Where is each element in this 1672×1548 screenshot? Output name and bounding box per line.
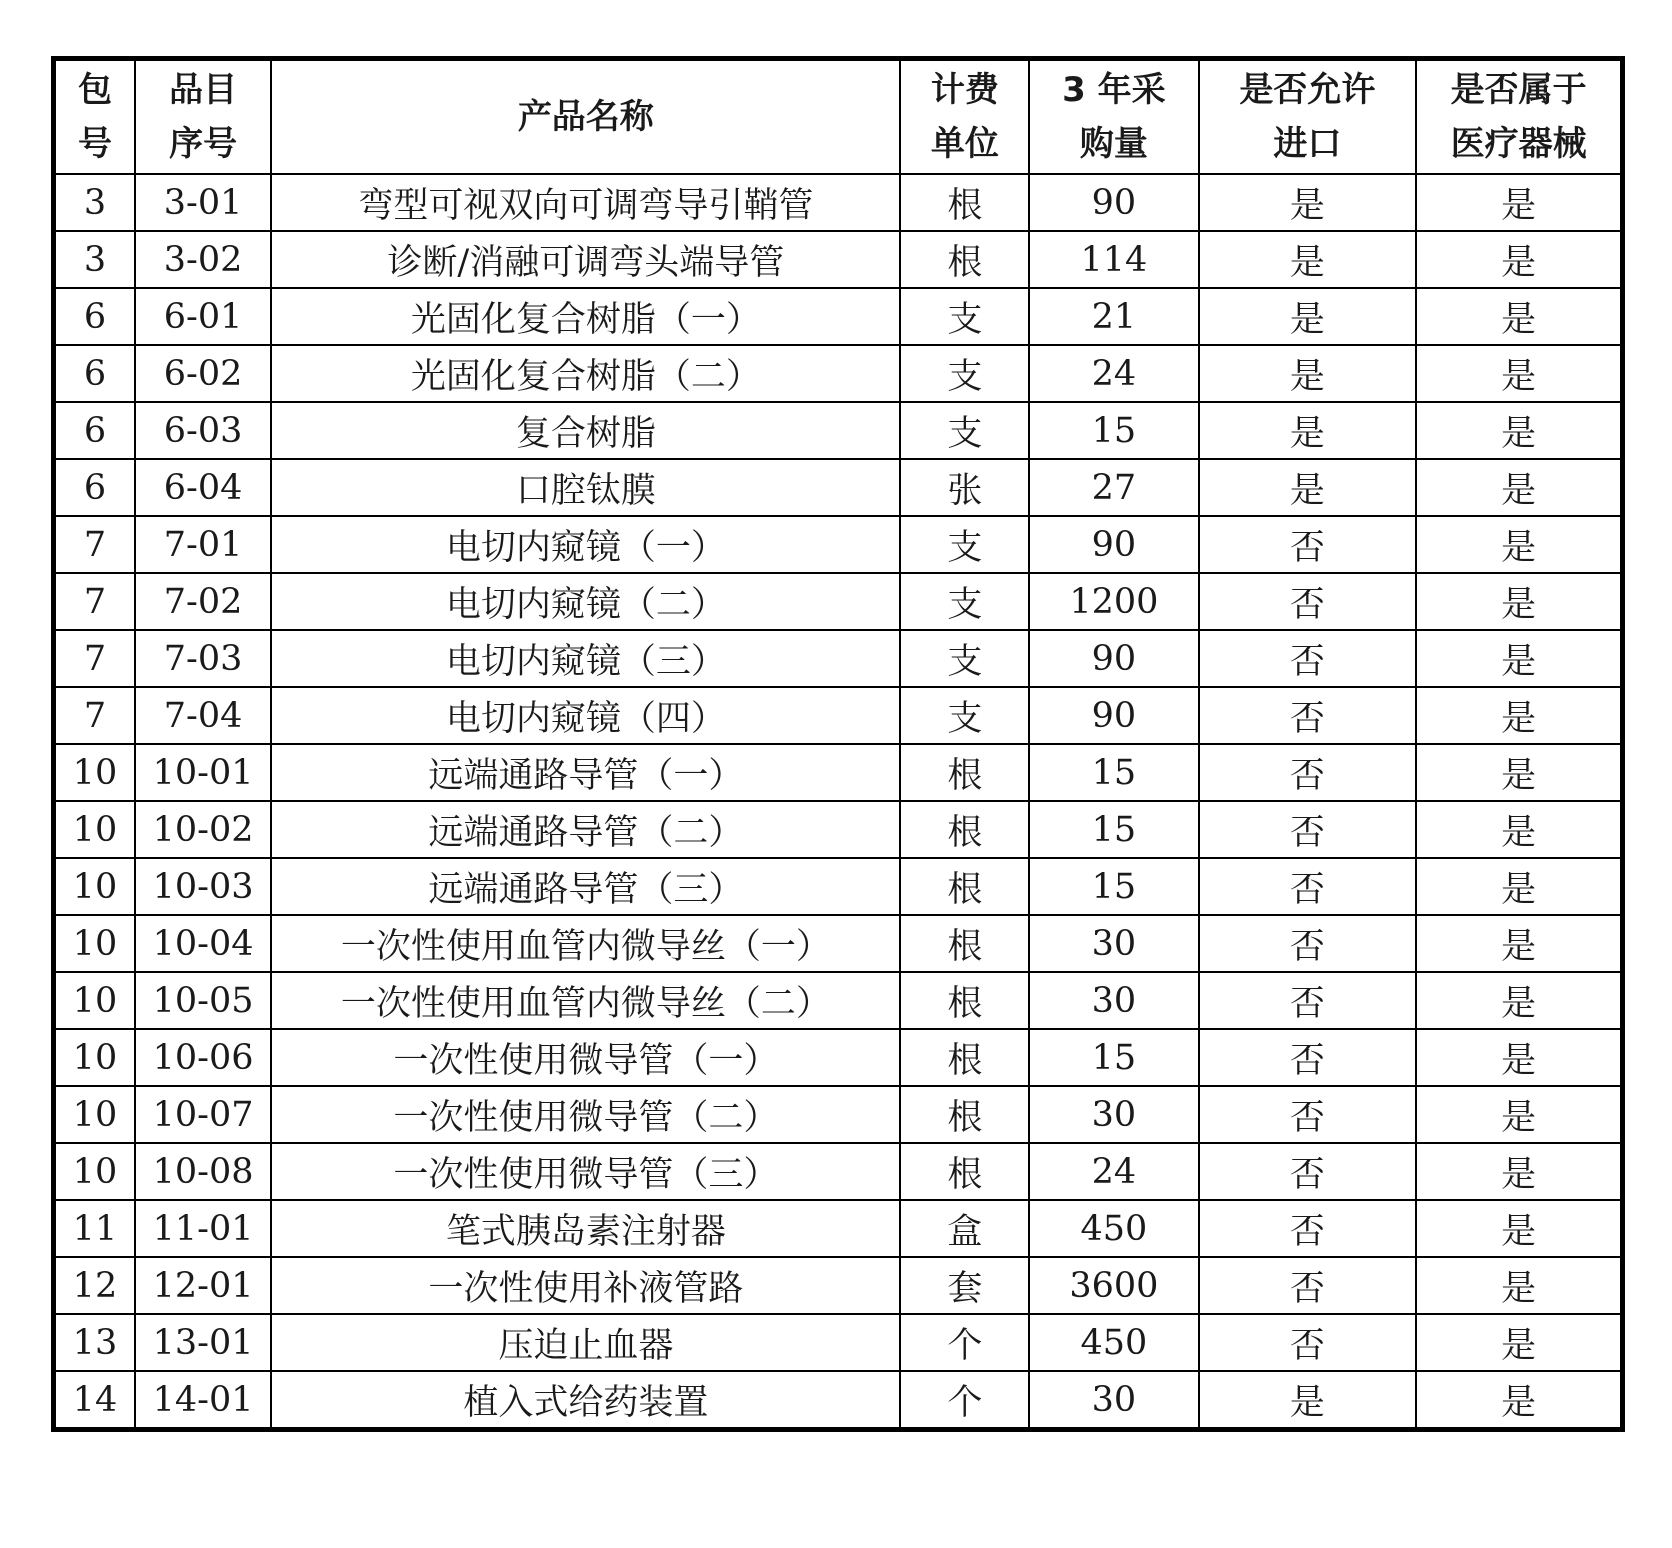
col-quantity-cell: 30 [1029, 1086, 1198, 1143]
col-package-no-cell: 10 [54, 1029, 135, 1086]
col-package-no-cell: 7 [54, 573, 135, 630]
col-unit-cell: 个 [900, 1371, 1029, 1430]
table-row [54, 1086, 1623, 1143]
col-quantity-cell: 450 [1029, 1314, 1198, 1371]
col-medical-device-cell: 是 [1416, 573, 1622, 630]
col-unit-cell: 支 [900, 516, 1029, 573]
col-product-name-cell: 一次性使用血管内微导丝（一） [271, 915, 900, 972]
table-header [54, 59, 1623, 175]
col-product-name-cell: 电切内窥镜（三） [271, 630, 900, 687]
col-medical-device-cell: 是 [1416, 288, 1622, 345]
col-product-name-cell: 一次性使用血管内微导丝（二） [271, 972, 900, 1029]
table-row [54, 1371, 1623, 1430]
col-item-no-cell: 7-02 [135, 573, 271, 630]
col-package-no-cell: 10 [54, 858, 135, 915]
header-line: 包 [77, 70, 112, 110]
col-package-no-cell: 14 [54, 1371, 135, 1430]
col-product-name-cell: 笔式胰岛素注射器 [271, 1200, 900, 1257]
col-medical-device-cell: 是 [1416, 801, 1622, 858]
col-product-name-cell: 压迫止血器 [271, 1314, 900, 1371]
table-row [54, 1029, 1623, 1086]
table-row [54, 915, 1623, 972]
col-import-allowed-cell: 否 [1199, 1143, 1417, 1200]
col-import-allowed-cell: 否 [1199, 801, 1417, 858]
col-quantity-cell: 3600 [1029, 1257, 1198, 1314]
col-item-no-cell: 7-04 [135, 687, 271, 744]
table-row [54, 630, 1623, 687]
table-row [54, 573, 1623, 630]
col-package-no-cell: 6 [54, 288, 135, 345]
col-import-allowed-cell: 否 [1199, 858, 1417, 915]
col-import-allowed-cell: 是 [1199, 174, 1417, 231]
col-quantity-cell: 450 [1029, 1200, 1198, 1257]
col-quantity-cell: 114 [1029, 231, 1198, 288]
col-item-no-cell: 10-07 [135, 1086, 271, 1143]
col-import-allowed-cell: 否 [1199, 1200, 1417, 1257]
col-item-no-cell: 7-01 [135, 516, 271, 573]
col-quantity-cell: 1200 [1029, 573, 1198, 630]
col-unit-cell: 个 [900, 1314, 1029, 1371]
col-item-no-cell: 10-02 [135, 801, 271, 858]
col-unit-cell: 根 [900, 1086, 1029, 1143]
header-line: 计费 [930, 70, 999, 110]
col-unit-cell: 根 [900, 174, 1029, 231]
col-unit-cell: 根 [900, 231, 1029, 288]
col-unit-cell: 根 [900, 1143, 1029, 1200]
col-quantity-cell: 24 [1029, 345, 1198, 402]
col-item-no-cell: 11-01 [135, 1200, 271, 1257]
table-row [54, 1200, 1623, 1257]
table-row [54, 459, 1623, 516]
col-quantity-cell: 15 [1029, 801, 1198, 858]
col-import-allowed-cell: 是 [1199, 288, 1417, 345]
header-line: 购量 [1079, 124, 1148, 164]
col-medical-device-cell: 是 [1416, 972, 1622, 1029]
col-product-name-cell: 光固化复合树脂（二） [271, 345, 900, 402]
col-import-allowed-cell: 否 [1199, 972, 1417, 1029]
col-product-name-cell: 远端通路导管（一） [271, 744, 900, 801]
col-item-no-cell: 10-06 [135, 1029, 271, 1086]
col-medical-device-cell: 是 [1416, 516, 1622, 573]
col-item-no-cell: 10-01 [135, 744, 271, 801]
col-product-name-cell: 诊断/消融可调弯头端导管 [271, 231, 900, 288]
table-row [54, 288, 1623, 345]
col-unit-cell: 根 [900, 972, 1029, 1029]
header-row [54, 59, 1623, 175]
col-item-no-cell: 6-03 [135, 402, 271, 459]
col-quantity-cell: 27 [1029, 459, 1198, 516]
col-item-no-cell: 6-04 [135, 459, 271, 516]
col-item-no-cell: 3-02 [135, 231, 271, 288]
col-medical-device-header [1416, 59, 1622, 175]
table-row [54, 744, 1623, 801]
col-import-allowed-cell: 是 [1199, 345, 1417, 402]
col-unit-cell: 根 [900, 744, 1029, 801]
col-package-no-cell: 10 [54, 1086, 135, 1143]
col-package-no-cell: 3 [54, 231, 135, 288]
col-package-no-cell: 10 [54, 744, 135, 801]
col-item-no-cell: 14-01 [135, 1371, 271, 1430]
col-item-no-cell: 10-03 [135, 858, 271, 915]
col-import-allowed-cell: 否 [1199, 915, 1417, 972]
col-quantity-cell: 15 [1029, 1029, 1198, 1086]
col-product-name-cell: 远端通路导管（三） [271, 858, 900, 915]
col-medical-device-cell: 是 [1416, 231, 1622, 288]
col-unit-cell: 支 [900, 630, 1029, 687]
table-row [54, 402, 1623, 459]
col-medical-device-cell: 是 [1416, 1143, 1622, 1200]
header-line: 是否属于 [1450, 70, 1587, 110]
col-import-allowed-cell: 否 [1199, 630, 1417, 687]
col-unit-cell: 根 [900, 1029, 1029, 1086]
col-unit-cell: 支 [900, 573, 1029, 630]
col-unit-cell: 张 [900, 459, 1029, 516]
col-unit-cell: 根 [900, 801, 1029, 858]
col-unit-cell: 支 [900, 345, 1029, 402]
col-package-no-header [54, 59, 135, 175]
col-quantity-cell: 90 [1029, 687, 1198, 744]
procurement-table [51, 56, 1625, 1432]
col-medical-device-cell: 是 [1416, 459, 1622, 516]
table-row [54, 516, 1623, 573]
col-package-no-cell: 10 [54, 1143, 135, 1200]
col-item-no-cell: 6-02 [135, 345, 271, 402]
table-row [54, 174, 1623, 231]
col-product-name-cell: 电切内窥镜（一） [271, 516, 900, 573]
col-package-no-cell: 7 [54, 516, 135, 573]
col-quantity-cell: 24 [1029, 1143, 1198, 1200]
header-line: 3 年采 [1062, 70, 1166, 110]
col-product-name-cell: 电切内窥镜（四） [271, 687, 900, 744]
col-item-no-header [135, 59, 271, 175]
table-row [54, 972, 1623, 1029]
col-import-allowed-cell: 否 [1199, 744, 1417, 801]
col-medical-device-cell: 是 [1416, 1314, 1622, 1371]
table-row [54, 1314, 1623, 1371]
col-quantity-cell: 15 [1029, 744, 1198, 801]
table-row [54, 345, 1623, 402]
col-package-no-cell: 10 [54, 915, 135, 972]
col-item-no-cell: 7-03 [135, 630, 271, 687]
table-row [54, 858, 1623, 915]
col-item-no-cell: 10-08 [135, 1143, 271, 1200]
col-product-name-cell: 口腔钛膜 [271, 459, 900, 516]
col-medical-device-cell: 是 [1416, 687, 1622, 744]
col-medical-device-cell: 是 [1416, 1257, 1622, 1314]
col-item-no-cell: 3-01 [135, 174, 271, 231]
col-unit-cell: 盒 [900, 1200, 1029, 1257]
col-product-name-cell: 一次性使用补液管路 [271, 1257, 900, 1314]
col-import-allowed-cell: 否 [1199, 1086, 1417, 1143]
table-row [54, 1257, 1623, 1314]
col-import-allowed-cell: 否 [1199, 516, 1417, 573]
table-row [54, 801, 1623, 858]
col-package-no-cell: 12 [54, 1257, 135, 1314]
col-import-allowed-cell: 否 [1199, 573, 1417, 630]
col-unit-cell: 支 [900, 402, 1029, 459]
col-product-name-cell: 一次性使用微导管（三） [271, 1143, 900, 1200]
col-import-allowed-cell: 否 [1199, 1257, 1417, 1314]
col-package-no-cell: 6 [54, 459, 135, 516]
col-unit-cell: 根 [900, 858, 1029, 915]
header-line: 是否允许 [1239, 70, 1376, 110]
col-product-name-cell: 弯型可视双向可调弯导引鞘管 [271, 174, 900, 231]
col-quantity-cell: 21 [1029, 288, 1198, 345]
col-item-no-cell: 6-01 [135, 288, 271, 345]
col-product-name-cell: 一次性使用微导管（一） [271, 1029, 900, 1086]
col-package-no-cell: 6 [54, 345, 135, 402]
col-package-no-cell: 6 [54, 402, 135, 459]
col-quantity-cell: 90 [1029, 174, 1198, 231]
col-product-name-cell: 光固化复合树脂（一） [271, 288, 900, 345]
col-import-allowed-cell: 否 [1199, 687, 1417, 744]
col-unit-header [900, 59, 1029, 175]
col-item-no-cell: 10-05 [135, 972, 271, 1029]
col-import-allowed-cell: 否 [1199, 1029, 1417, 1086]
col-medical-device-cell: 是 [1416, 858, 1622, 915]
header-line: 进口 [1273, 124, 1342, 164]
col-package-no-cell: 3 [54, 174, 135, 231]
col-medical-device-cell: 是 [1416, 402, 1622, 459]
col-unit-cell: 套 [900, 1257, 1029, 1314]
col-product-name-header [271, 59, 900, 175]
col-quantity-cell: 30 [1029, 1371, 1198, 1430]
col-quantity-cell: 15 [1029, 402, 1198, 459]
col-product-name-cell: 植入式给药装置 [271, 1371, 900, 1430]
col-package-no-cell: 7 [54, 630, 135, 687]
col-quantity-cell: 90 [1029, 516, 1198, 573]
col-import-allowed-cell: 否 [1199, 1314, 1417, 1371]
col-unit-cell: 支 [900, 288, 1029, 345]
col-import-allowed-header [1199, 59, 1417, 175]
table-body [54, 174, 1623, 1430]
col-package-no-cell: 7 [54, 687, 135, 744]
col-quantity-header [1029, 59, 1198, 175]
col-item-no-cell: 13-01 [135, 1314, 271, 1371]
col-import-allowed-cell: 是 [1199, 231, 1417, 288]
col-import-allowed-cell: 是 [1199, 402, 1417, 459]
col-package-no-cell: 10 [54, 972, 135, 1029]
col-package-no-cell: 10 [54, 801, 135, 858]
col-product-name-cell: 电切内窥镜（二） [271, 573, 900, 630]
col-import-allowed-cell: 是 [1199, 459, 1417, 516]
col-package-no-cell: 11 [54, 1200, 135, 1257]
header-line: 医疗器械 [1450, 124, 1587, 164]
col-medical-device-cell: 是 [1416, 1029, 1622, 1086]
header-line: 序号 [169, 124, 238, 164]
col-unit-cell: 根 [900, 915, 1029, 972]
col-medical-device-cell: 是 [1416, 1371, 1622, 1430]
table-row [54, 687, 1623, 744]
header-line: 产品名称 [517, 97, 654, 137]
table-row [54, 231, 1623, 288]
col-medical-device-cell: 是 [1416, 915, 1622, 972]
col-medical-device-cell: 是 [1416, 630, 1622, 687]
col-product-name-cell: 一次性使用微导管（二） [271, 1086, 900, 1143]
col-quantity-cell: 30 [1029, 915, 1198, 972]
table-row [54, 1143, 1623, 1200]
header-line: 单位 [930, 124, 999, 164]
col-item-no-cell: 12-01 [135, 1257, 271, 1314]
header-line: 品目 [169, 70, 238, 110]
col-medical-device-cell: 是 [1416, 744, 1622, 801]
col-quantity-cell: 30 [1029, 972, 1198, 1029]
col-quantity-cell: 90 [1029, 630, 1198, 687]
col-quantity-cell: 15 [1029, 858, 1198, 915]
col-medical-device-cell: 是 [1416, 1086, 1622, 1143]
col-item-no-cell: 10-04 [135, 915, 271, 972]
col-medical-device-cell: 是 [1416, 1200, 1622, 1257]
col-product-name-cell: 复合树脂 [271, 402, 900, 459]
col-product-name-cell: 远端通路导管（二） [271, 801, 900, 858]
col-import-allowed-cell: 是 [1199, 1371, 1417, 1430]
col-medical-device-cell: 是 [1416, 345, 1622, 402]
col-unit-cell: 支 [900, 687, 1029, 744]
header-line: 号 [77, 124, 112, 164]
col-medical-device-cell: 是 [1416, 174, 1622, 231]
col-package-no-cell: 13 [54, 1314, 135, 1371]
